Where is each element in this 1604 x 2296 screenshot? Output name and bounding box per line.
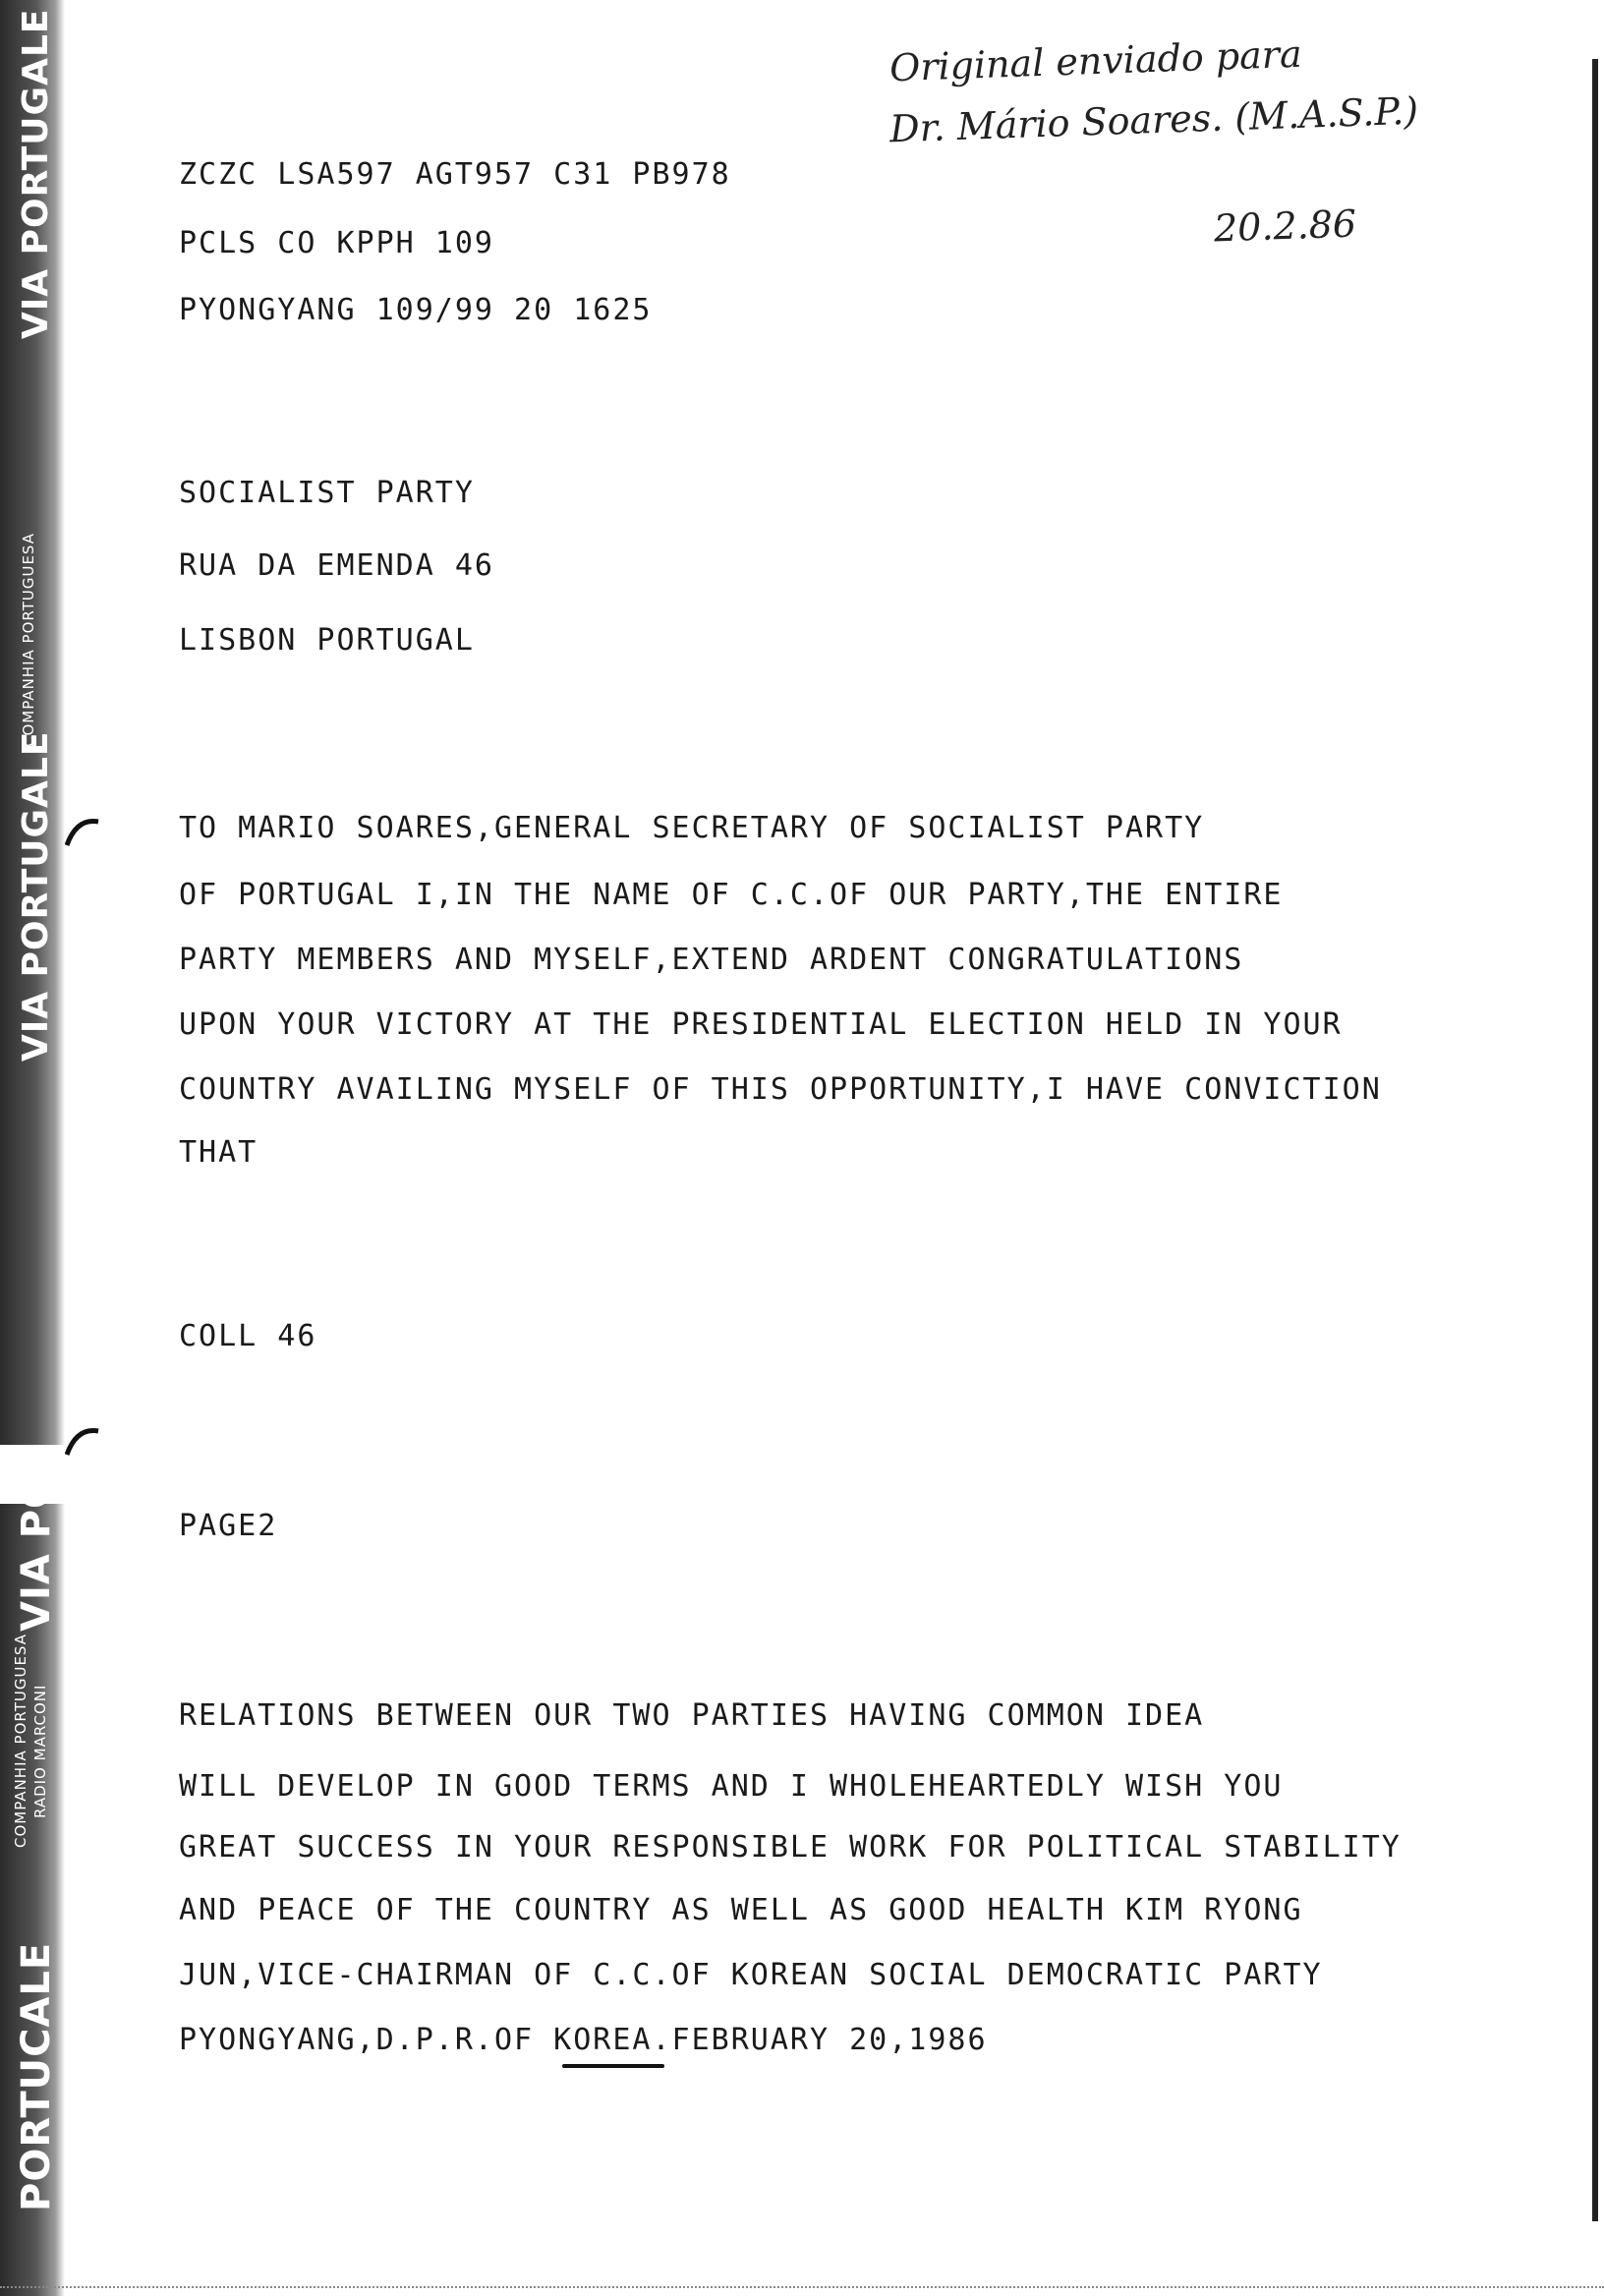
address-line: LISBON PORTUGAL [179, 623, 475, 658]
strip-label-bottom: PORTUCALE [14, 1941, 59, 2211]
continuation-line: JUN,VICE-CHAIRMAN OF C.C.OF KOREAN SOCIAL DEMOCRATIC PARTY [179, 1958, 1323, 1992]
header-line: ZCZC LSA597 AGT957 C31 PB978 [179, 157, 731, 192]
right-edge-line [1592, 59, 1598, 2221]
continuation-line: AND PEACE OF THE COUNTRY AS WELL AS GOOD HEALTH KIM RYONG [179, 1893, 1303, 1927]
message-line: TO MARIO SOARES,GENERAL SECRETARY OF SOCIALIST PARTY [179, 811, 1205, 845]
message-line: OF PORTUGAL I,IN THE NAME OF C.C.OF OUR PARTY,THE ENTIRE [179, 878, 1284, 912]
handwritten-note-line1: Original enviado para [888, 31, 1303, 90]
border-curl-mark [65, 806, 104, 865]
strip-label-top: VIA PORTUGALE [16, 8, 56, 339]
strip-label-mid: VIA PORTUGALE [16, 730, 56, 1062]
strip-company-line1: COMPANHIA PORTUGUESA [12, 1634, 29, 1848]
continuation-line: WILL DEVELOP IN GOOD TERMS AND I WHOLEHEARTEDLY WISH YOU [179, 1769, 1284, 1804]
continuation-line: PYONGYANG,D.P.R.OF KOREA.FEBRUARY 20,1986 [179, 2023, 988, 2057]
address-line: SOCIALIST PARTY [179, 476, 475, 510]
handwritten-note-line2: Dr. Mário Soares. (M.A.S.P.) [888, 88, 1419, 151]
address-line: RUA DA EMENDA 46 [179, 548, 494, 583]
bottom-scan-edge [0, 2286, 1604, 2290]
handwritten-underline [562, 2064, 664, 2068]
handwritten-date: 20.2.86 [1213, 201, 1357, 251]
header-line: PCLS CO KPPH 109 [179, 226, 494, 260]
strip-company-top: COMPANHIA PORTUGUESA [20, 533, 37, 747]
border-curl-mark [65, 1415, 104, 1474]
continuation-line: GREAT SUCCESS IN YOUR RESPONSIBLE WORK FOR POLITICAL STABILITY [179, 1830, 1402, 1865]
message-line: THAT [179, 1135, 258, 1170]
strip-label-via-po: VIA PO [14, 1473, 59, 1632]
strip-company-line2: RADIO MARCONI [31, 1684, 49, 1818]
message-line: COUNTRY AVAILING MYSELF OF THIS OPPORTUNITY,I HAVE CONVICTION [179, 1072, 1382, 1107]
message-line: UPON YOUR VICTORY AT THE PRESIDENTIAL ELECTION HELD IN YOUR [179, 1007, 1343, 1042]
message-line: PARTY MEMBERS AND MYSELF,EXTEND ARDENT CONGRATULATIONS [179, 943, 1244, 977]
telegram-border-strip [0, 0, 65, 2296]
header-line: PYONGYANG 109/99 20 1625 [179, 293, 653, 327]
page-marker: PAGE2 [179, 1509, 278, 1543]
continuation-line: RELATIONS BETWEEN OUR TWO PARTIES HAVING COMMON IDEA [179, 1698, 1205, 1733]
collation-line: COLL 46 [179, 1319, 317, 1353]
